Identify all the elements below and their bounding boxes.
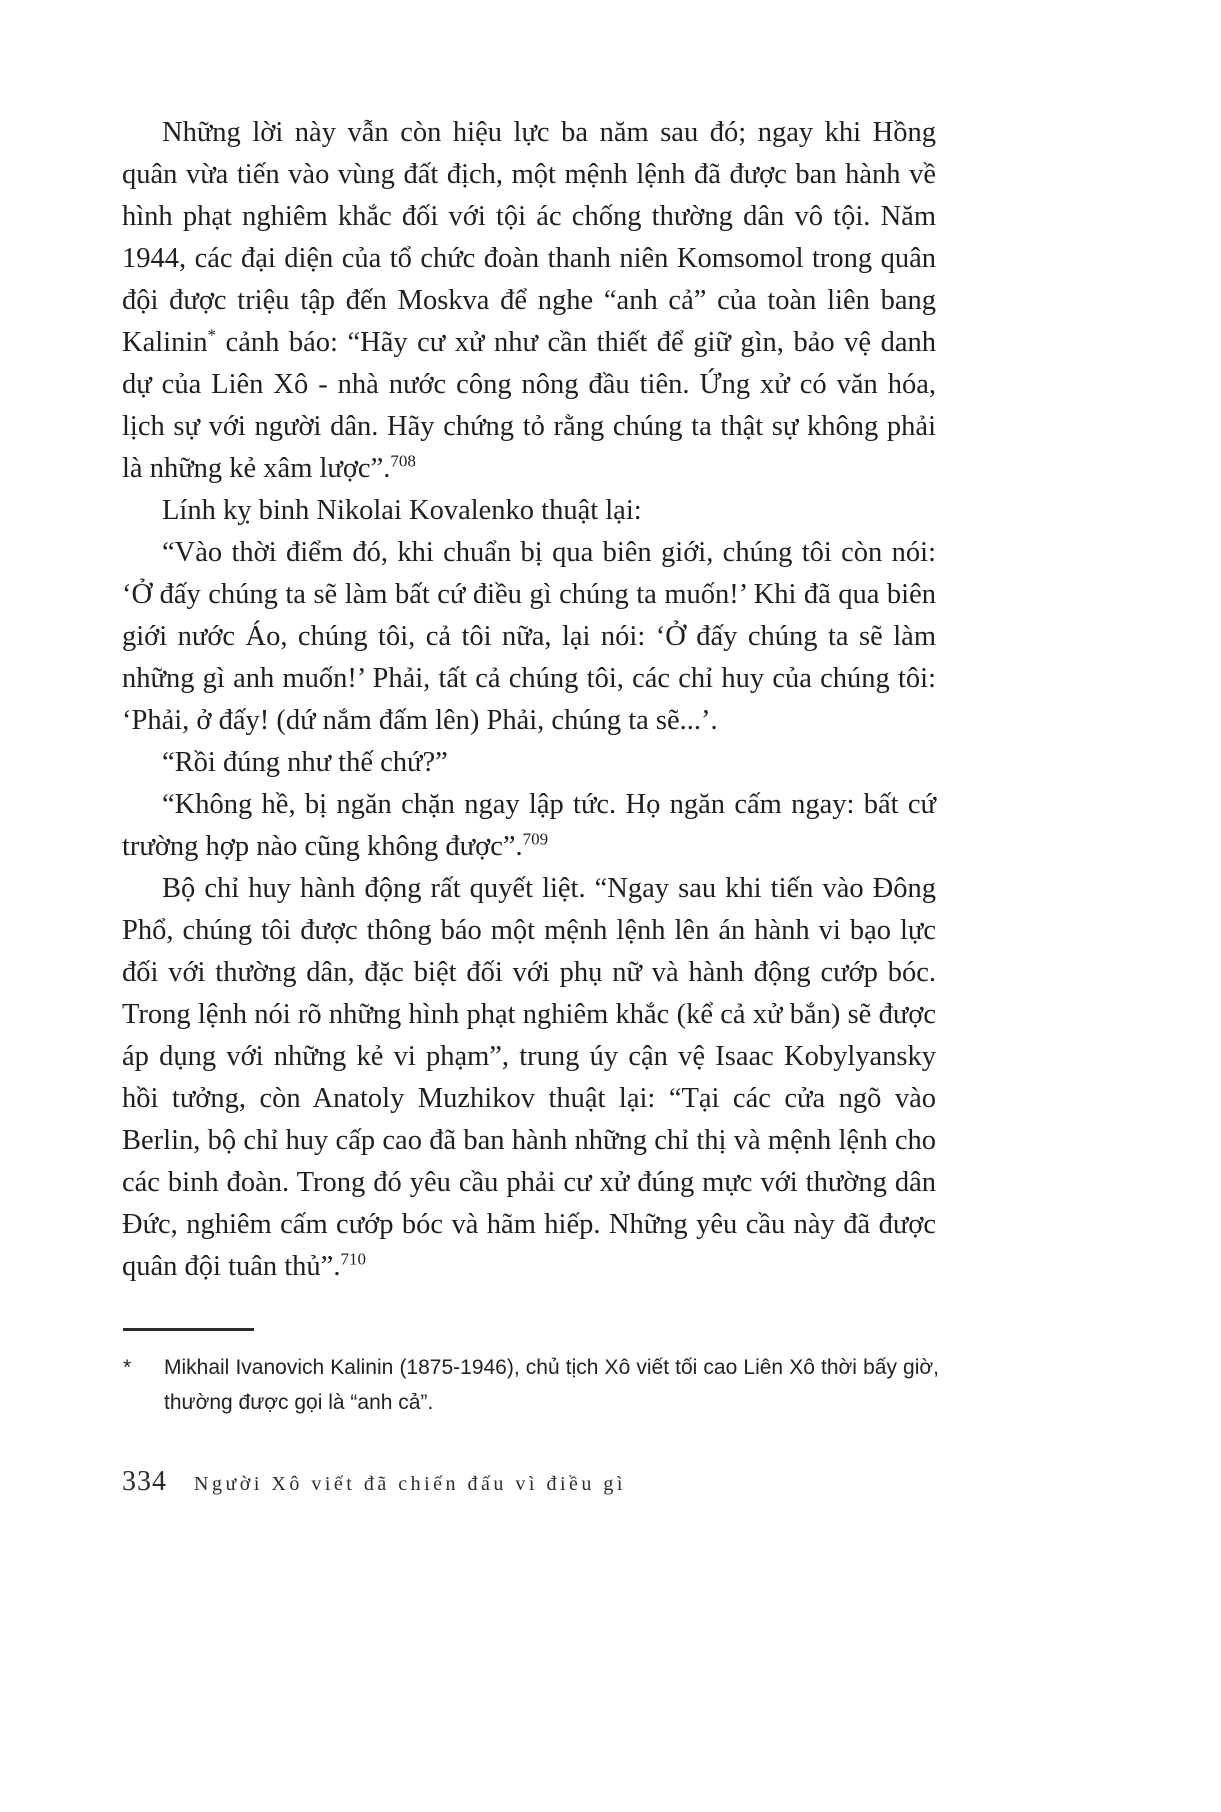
paragraph (122, 742, 936, 784)
paragraph-text: cảnh báo: “Hãy cư xử như cần thiết để giữ gìn, bảo vệ danh dự của Liên Xô - nhà nước công nông đầu tiên. Ứng xử có văn hóa, lịch sự với người dân. Hãy chứng tỏ rằng chúng ta thật sự không phải là những kẻ xâm lược”. (122, 327, 936, 484)
body-text (122, 112, 936, 1288)
footnote-marker: * (123, 1356, 132, 1379)
paragraph (122, 532, 936, 742)
paragraph (122, 868, 936, 1288)
paragraph-text: Lính kỵ binh Nikolai Kovalenko thuật lại: (162, 495, 642, 526)
paragraph (122, 112, 936, 490)
page-footer (122, 1466, 626, 1498)
footnote-text: Mikhail Ivanovich Kalinin (1875-1946), chủ tịch Xô viết tối cao Liên Xô thời bấy giờ, thường được gọi là “anh cả”. (164, 1356, 939, 1414)
paragraph (122, 784, 936, 868)
footnote-reference: 709 (522, 829, 549, 849)
paragraph-text: “Không hề, bị ngăn chặn ngay lập tức. Họ ngăn cấm ngay: bất cứ trường hợp nào cũng không được”. (122, 789, 936, 862)
paragraph-text: “Vào thời điểm đó, khi chuẩn bị qua biên giới, chúng tôi còn nói: ‘Ở đấy chúng ta sẽ làm bất cứ điều gì chúng ta muốn!’ Khi đã qua biên giới nước Áo, chúng tôi, cả tôi nữa, lại nói: ‘Ở đấy chúng ta sẽ làm những gì anh muốn!’ Phải, tất cả chúng tôi, các chỉ huy của chúng tôi: ‘Phải, ở đấy! (dứ nắm đấm lên) Phải, chúng ta sẽ...’. (122, 537, 936, 736)
footnote-reference: 708 (390, 451, 416, 471)
footnote-marker-reference: * (207, 325, 216, 345)
paragraph-text: “Rồi đúng như thế chứ?” (162, 747, 448, 778)
footnote (123, 1350, 939, 1420)
footnote-separator (123, 1328, 254, 1331)
paragraph-text: Những lời này vẫn còn hiệu lực ba năm sau đó; ngay khi Hồng quân vừa tiến vào vùng đất địch, một mệnh lệnh đã được ban hành về hình phạt nghiêm khắc đối với tội ác chống thường dân vô tội. Năm 1944, các đại diện của tổ chức đoàn thanh niên Komsomol trong quân đội được triệu tập đến Moskva để nghe “anh cả” của toàn liên bang Kalinin (122, 117, 936, 358)
running-title: Người Xô viết đã chiến đấu vì điều gì (194, 1473, 626, 1495)
paragraph-text: Bộ chỉ huy hành động rất quyết liệt. “Ngay sau khi tiến vào Đông Phổ, chúng tôi được thông báo một mệnh lệnh lên án hành vi bạo lực đối với thường dân, đặc biệt đối với phụ nữ và hành động cướp bóc. Trong lệnh nói rõ những hình phạt nghiêm khắc (kể cả xử bắn) sẽ được áp dụng với những kẻ vi phạm”, trung úy cận vệ Isaac Kobylyansky hồi tưởng, còn Anatoly Muzhikov thuật lại: “Tại các cửa ngõ vào Berlin, bộ chỉ huy cấp cao đã ban hành những chỉ thị và mệnh lệnh cho các binh đoàn. Trong đó yêu cầu phải cư xử đúng mực với thường dân Đức, nghiêm cấm cướp bóc và hãm hiếp. Những yêu cầu này đã được quân đội tuân thủ”. (122, 873, 936, 1282)
page-number: 334 (122, 1466, 167, 1497)
paragraph (122, 490, 936, 532)
footnote-reference: 710 (340, 1249, 366, 1269)
